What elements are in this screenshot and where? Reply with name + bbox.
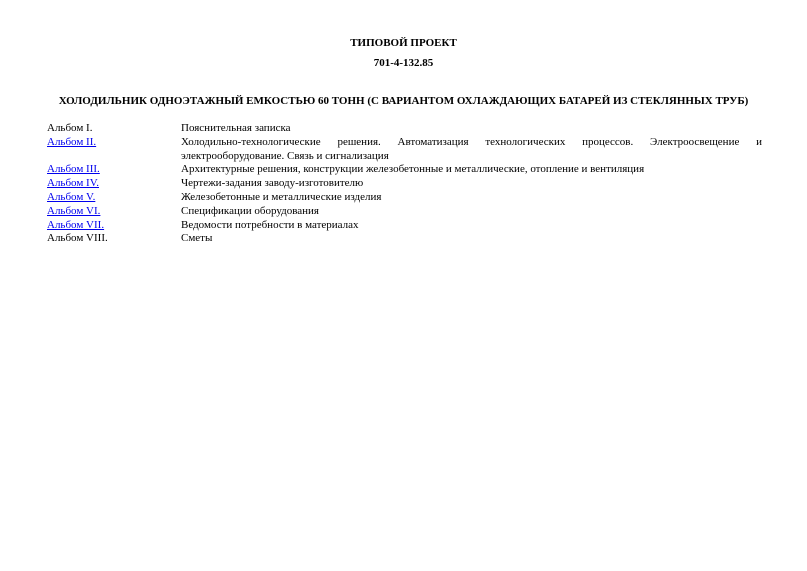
- album-link[interactable]: Альбом VII.: [47, 218, 105, 231]
- album-link[interactable]: Альбом VI.: [47, 204, 101, 217]
- album-row: [47, 219, 762, 233]
- album-row: [47, 136, 762, 164]
- albums-list: [47, 122, 762, 246]
- album-description: Архитектурные решения, конструкции железобетонные и металлические, отопление и вентиляция: [181, 163, 645, 176]
- album-label: [47, 232, 181, 246]
- album-row: [47, 191, 762, 205]
- album-description: Чертежи-задания заводу-изготовителю: [181, 177, 364, 190]
- project-number-heading: 701-4-132.85: [373, 57, 434, 69]
- album-label: [47, 163, 181, 177]
- album-row: [47, 163, 762, 177]
- album-description: Пояснительная записка: [181, 122, 291, 134]
- album-label: [47, 219, 181, 233]
- album-label-text: Альбом VIII.: [47, 232, 108, 245]
- album-label: [47, 205, 181, 219]
- album-description: Спецификации оборудования: [181, 204, 319, 217]
- album-link[interactable]: Альбом II.: [47, 135, 97, 148]
- album-label: [47, 191, 181, 205]
- album-description: Ведомости потребности в материалах: [181, 218, 359, 231]
- album-row: [47, 205, 762, 219]
- album-link[interactable]: Альбом III.: [47, 163, 100, 176]
- album-label: [47, 122, 181, 136]
- album-description: Железобетонные и металлические изделия: [181, 190, 382, 203]
- album-label-text: Альбом I.: [47, 122, 93, 134]
- album-label: [47, 177, 181, 191]
- album-link[interactable]: Альбом V.: [47, 190, 96, 203]
- document-type-heading: ТИПОВОЙ ПРОЕКТ: [350, 37, 457, 49]
- album-row: [47, 122, 762, 136]
- album-link[interactable]: Альбом IV.: [47, 177, 99, 190]
- album-row: [47, 177, 762, 191]
- album-description: Сметы: [181, 232, 213, 245]
- album-description: Холодильно-технологические решения. Автоматизация технологических процессов. Электроосвещение и электрооборудование. Связь и сигнализация: [181, 135, 762, 162]
- album-label: [47, 136, 181, 150]
- album-row: [47, 232, 762, 246]
- project-title-heading: ХОЛОДИЛЬНИК ОДНОЭТАЖНЫЙ ЕМКОСТЬЮ 60 ТОНН (С ВАРИАНТОМ ОХЛАЖДАЮЩИХ БАТАРЕЙ ИЗ СТЕКЛЯННЫХ ТРУБ): [58, 95, 749, 107]
